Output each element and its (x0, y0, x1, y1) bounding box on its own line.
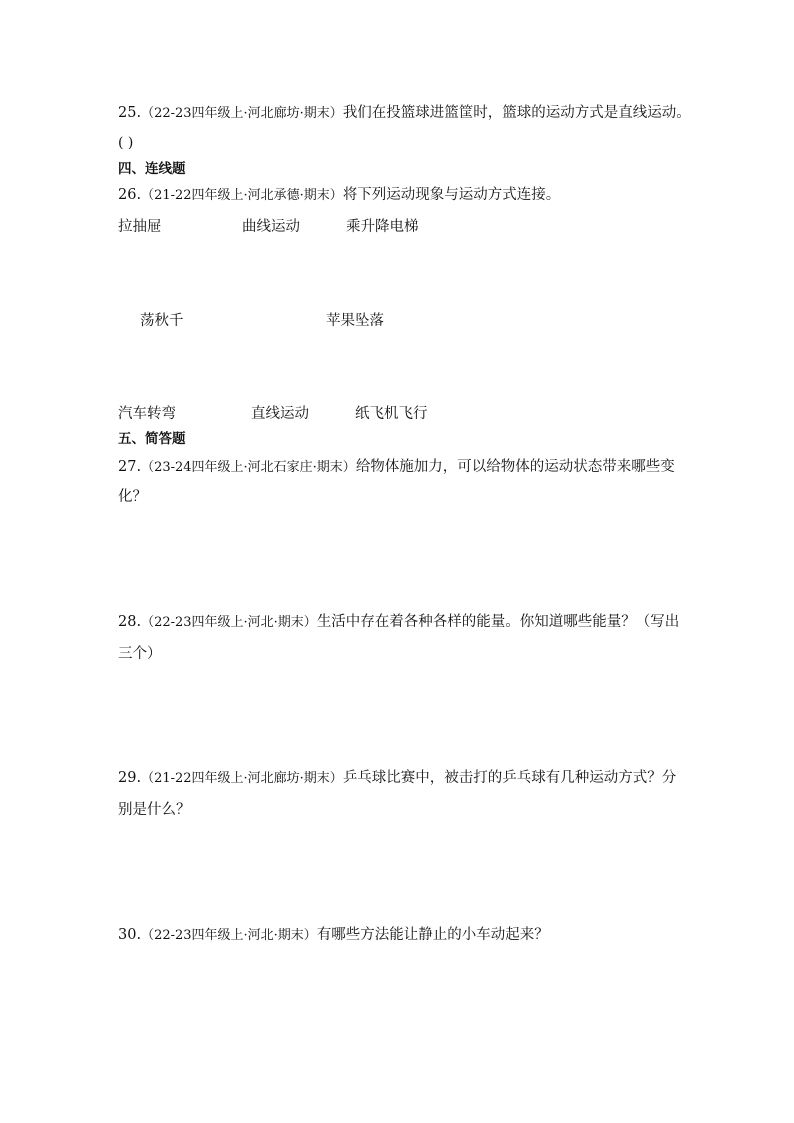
question-source: （22-23四年级上·河北·期末） (141, 928, 317, 943)
question-text: 生活中存在着各种各样的能量。你知道哪些能量？（写出 (316, 614, 680, 630)
answer-parentheses: ( ) (118, 135, 134, 151)
question-source: （21-22四年级上·河北承德·期末） (141, 188, 343, 203)
question-number: 29. (118, 770, 142, 786)
question-27 (118, 458, 675, 477)
question-28-continued: 三个） (118, 646, 162, 662)
section-heading-matching: 四、连线题 (118, 161, 186, 177)
match-item-paper-plane: 纸飞机飞行 (355, 406, 428, 422)
question-source: （22-23四年级上·河北廊坊·期末） (141, 106, 343, 121)
question-text: 给物体施加力，可以给物体的运动状态带来哪些变 (355, 459, 675, 475)
question-source: （22-23四年级上·河北·期末） (141, 615, 317, 630)
question-number: 28. (118, 614, 142, 630)
question-number: 27. (118, 459, 142, 475)
question-text: 我们在投篮球进篮筐时，篮球的运动方式是直线运动。 (342, 105, 691, 121)
match-item-straight-motion: 直线运动 (251, 406, 309, 422)
question-26 (118, 186, 560, 205)
question-number: 25. (118, 105, 142, 121)
question-source: （23-24四年级上·河北石家庄·期末） (141, 460, 356, 475)
match-item-car-turning: 汽车转弯 (118, 406, 176, 422)
match-item-apple-falling: 苹果坠落 (326, 313, 384, 329)
match-item-drawer: 拉抽屉 (118, 219, 162, 235)
question-text: 将下列运动现象与运动方式连接。 (342, 187, 561, 203)
question-30 (118, 926, 549, 945)
question-number: 26. (118, 187, 142, 203)
match-item-elevator: 乘升降电梯 (346, 219, 419, 235)
question-28 (118, 613, 679, 632)
question-source: （21-22四年级上·河北廊坊·期末） (141, 771, 343, 786)
question-27-continued: 化？ (118, 489, 147, 505)
question-29-continued: 别是什么？ (118, 802, 191, 818)
question-text: 有哪些方法能让静止的小车动起来？ (316, 927, 549, 943)
question-25 (118, 104, 691, 123)
question-number: 30. (118, 927, 142, 943)
question-text: 乒乓球比赛中，被击打的乒乓球有几种运动方式？分 (342, 770, 677, 786)
match-item-curve-motion: 曲线运动 (242, 219, 300, 235)
section-heading-short-answer: 五、简答题 (118, 431, 186, 447)
question-29 (118, 769, 676, 788)
match-item-swing: 荡秋千 (140, 313, 184, 329)
